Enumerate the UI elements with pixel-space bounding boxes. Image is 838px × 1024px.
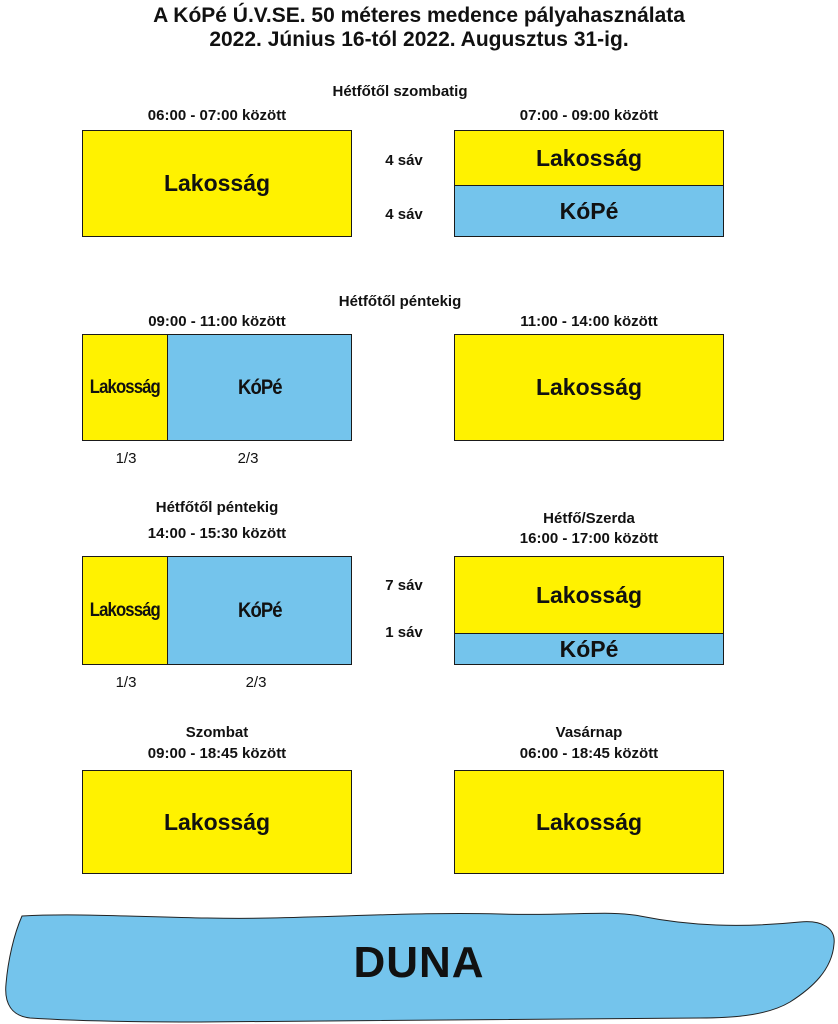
section1-left-box	[82, 130, 352, 237]
section1-left-time: 06:00 - 07:00 között	[147, 107, 287, 124]
section3-right-time: 16:00 - 17:00 között	[519, 530, 659, 547]
fraction-label: 1/3	[115, 674, 137, 691]
lane-count-bottom: 1 sáv	[385, 624, 423, 641]
fraction-label: 2/3	[237, 450, 259, 467]
section4-right-time: 06:00 - 18:45 között	[519, 745, 659, 762]
page-subtitle: 2022. Június 16-tól 2022. Augusztus 31-ig.	[209, 28, 629, 51]
kope-label: KóPé	[237, 375, 282, 399]
section4-left-heading: Szombat	[185, 724, 249, 741]
kope-label: KóPé	[237, 598, 282, 622]
section1-right-time: 07:00 - 09:00 között	[519, 107, 659, 124]
kope-zone	[168, 557, 351, 664]
lakossag-zone	[83, 335, 168, 440]
lakossag-zone: Lakosság	[163, 808, 271, 835]
section4-right-heading: Vasárnap	[555, 724, 623, 741]
lakossag-zone: Lakosság	[535, 808, 643, 835]
fraction-label: 2/3	[245, 674, 267, 691]
section3-left-heading: Hétfőtől péntekig	[155, 499, 279, 516]
section3-right-box	[454, 556, 724, 665]
section2-right-time: 11:00 - 14:00 között	[520, 313, 658, 330]
fraction-label: 1/3	[115, 450, 137, 467]
lakossag-label: Lakosság	[89, 599, 161, 621]
lakossag-zone: Lakosság	[455, 131, 723, 185]
section2-left-box	[82, 334, 352, 441]
lane-count-top: 4 sáv	[385, 152, 423, 169]
river-label: DUNA	[353, 938, 485, 987]
page-title: A KóPé Ú.V.SE. 50 méteres medence pályahasználata	[153, 4, 685, 27]
section2-left-time: 09:00 - 11:00 között	[148, 313, 286, 330]
kope-zone: KóPé	[455, 633, 723, 664]
section2-right-box	[454, 334, 724, 441]
lakossag-zone: Lakosság	[535, 374, 643, 400]
section4-right-box	[454, 770, 724, 874]
lakossag-label: Lakosság	[89, 376, 161, 398]
section1-heading: Hétfőtől szombatig	[332, 83, 468, 100]
lane-count-bottom: 4 sáv	[385, 206, 423, 223]
section4-left-box	[82, 770, 352, 874]
section3-left-time: 14:00 - 15:30 között	[147, 525, 287, 542]
lakossag-zone: Lakosság	[455, 557, 723, 633]
section3-right-heading: Hétfő/Szerda	[543, 510, 635, 527]
lane-count-top: 7 sáv	[385, 577, 423, 594]
section4-left-time: 09:00 - 18:45 között	[147, 745, 287, 762]
section1-right-box	[454, 130, 724, 237]
section3-left-box	[82, 556, 352, 665]
lakossag-zone: Lakosság	[163, 170, 271, 196]
kope-zone	[168, 335, 351, 440]
lakossag-zone	[83, 557, 168, 664]
kope-zone: KóPé	[455, 185, 723, 236]
section2-heading: Hétfőtől péntekig	[338, 293, 462, 310]
